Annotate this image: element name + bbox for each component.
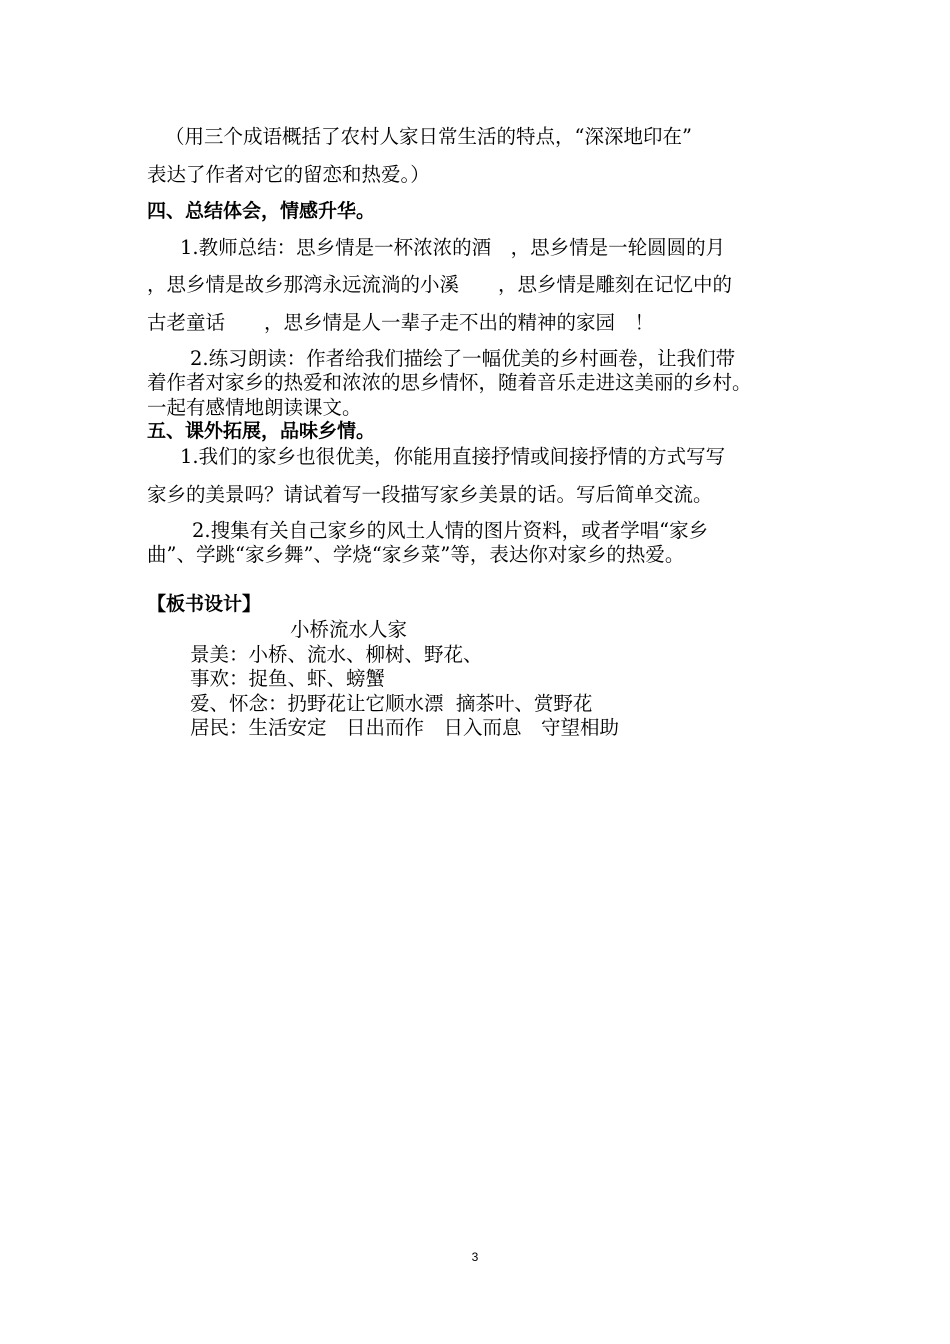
line-2: 表达了作者对它的留恋和热爱。） bbox=[147, 163, 430, 186]
line-9: 一起有感情地朗读课文。 bbox=[147, 396, 362, 419]
page-number: 3 bbox=[471, 1250, 479, 1264]
line-7: 2.练习朗读：作者给我们描绘了一幅优美的乡村画卷，让我们带 bbox=[190, 347, 736, 370]
line-1: （用三个成语概括了农村人家日常生活的特点，“深深地印在” bbox=[165, 125, 692, 148]
board-title: 小桥流水人家 bbox=[290, 618, 408, 641]
line-13: 2.搜集有关自己家乡的风土人情的图片资料，或者学唱“家乡 bbox=[192, 519, 709, 542]
line-4: 1.教师总结：思乡情是一杯浓浓的酒 ，思乡情是一轮圆圆的月 bbox=[180, 236, 726, 259]
line-14: 曲”、学跳“家乡舞”、学烧“家乡菜”等，表达你对家乡的热爱。 bbox=[147, 543, 685, 566]
section-heading-4: 四、总结体会，情感升华。 bbox=[147, 200, 376, 222]
section-heading-5: 五、课外拓展，品味乡情。 bbox=[147, 420, 376, 442]
board-line-4: 居民：生活安定 日出而作 日入而息 守望相助 bbox=[190, 716, 620, 739]
line-12: 家乡的美景吗？请试着写一段描写家乡美景的话。写后简单交流。 bbox=[147, 483, 713, 506]
line-5: ，思乡情是故乡那湾永远流淌的小溪 ，思乡情是雕刻在记忆中的 bbox=[147, 273, 733, 296]
board-design-heading: 【板书设计】 bbox=[147, 593, 262, 615]
line-6: 古老童话 ，思乡情是人一辈子走不出的精神的家园 ！ bbox=[147, 311, 655, 334]
board-line-3: 爱、怀念：扔野花让它顺水漂 摘茶叶、赏野花 bbox=[190, 692, 593, 715]
line-8: 着作者对家乡的热爱和浓浓的思乡情怀，随着音乐走进这美丽的乡村。 bbox=[147, 371, 752, 394]
board-line-1: 景美：小桥、流水、柳树、野花、 bbox=[190, 643, 483, 666]
board-line-2: 事欢：捉鱼、虾、螃蟹 bbox=[190, 667, 386, 690]
line-11: 1.我们的家乡也很优美，你能用直接抒情或间接抒情的方式写写 bbox=[180, 445, 726, 468]
